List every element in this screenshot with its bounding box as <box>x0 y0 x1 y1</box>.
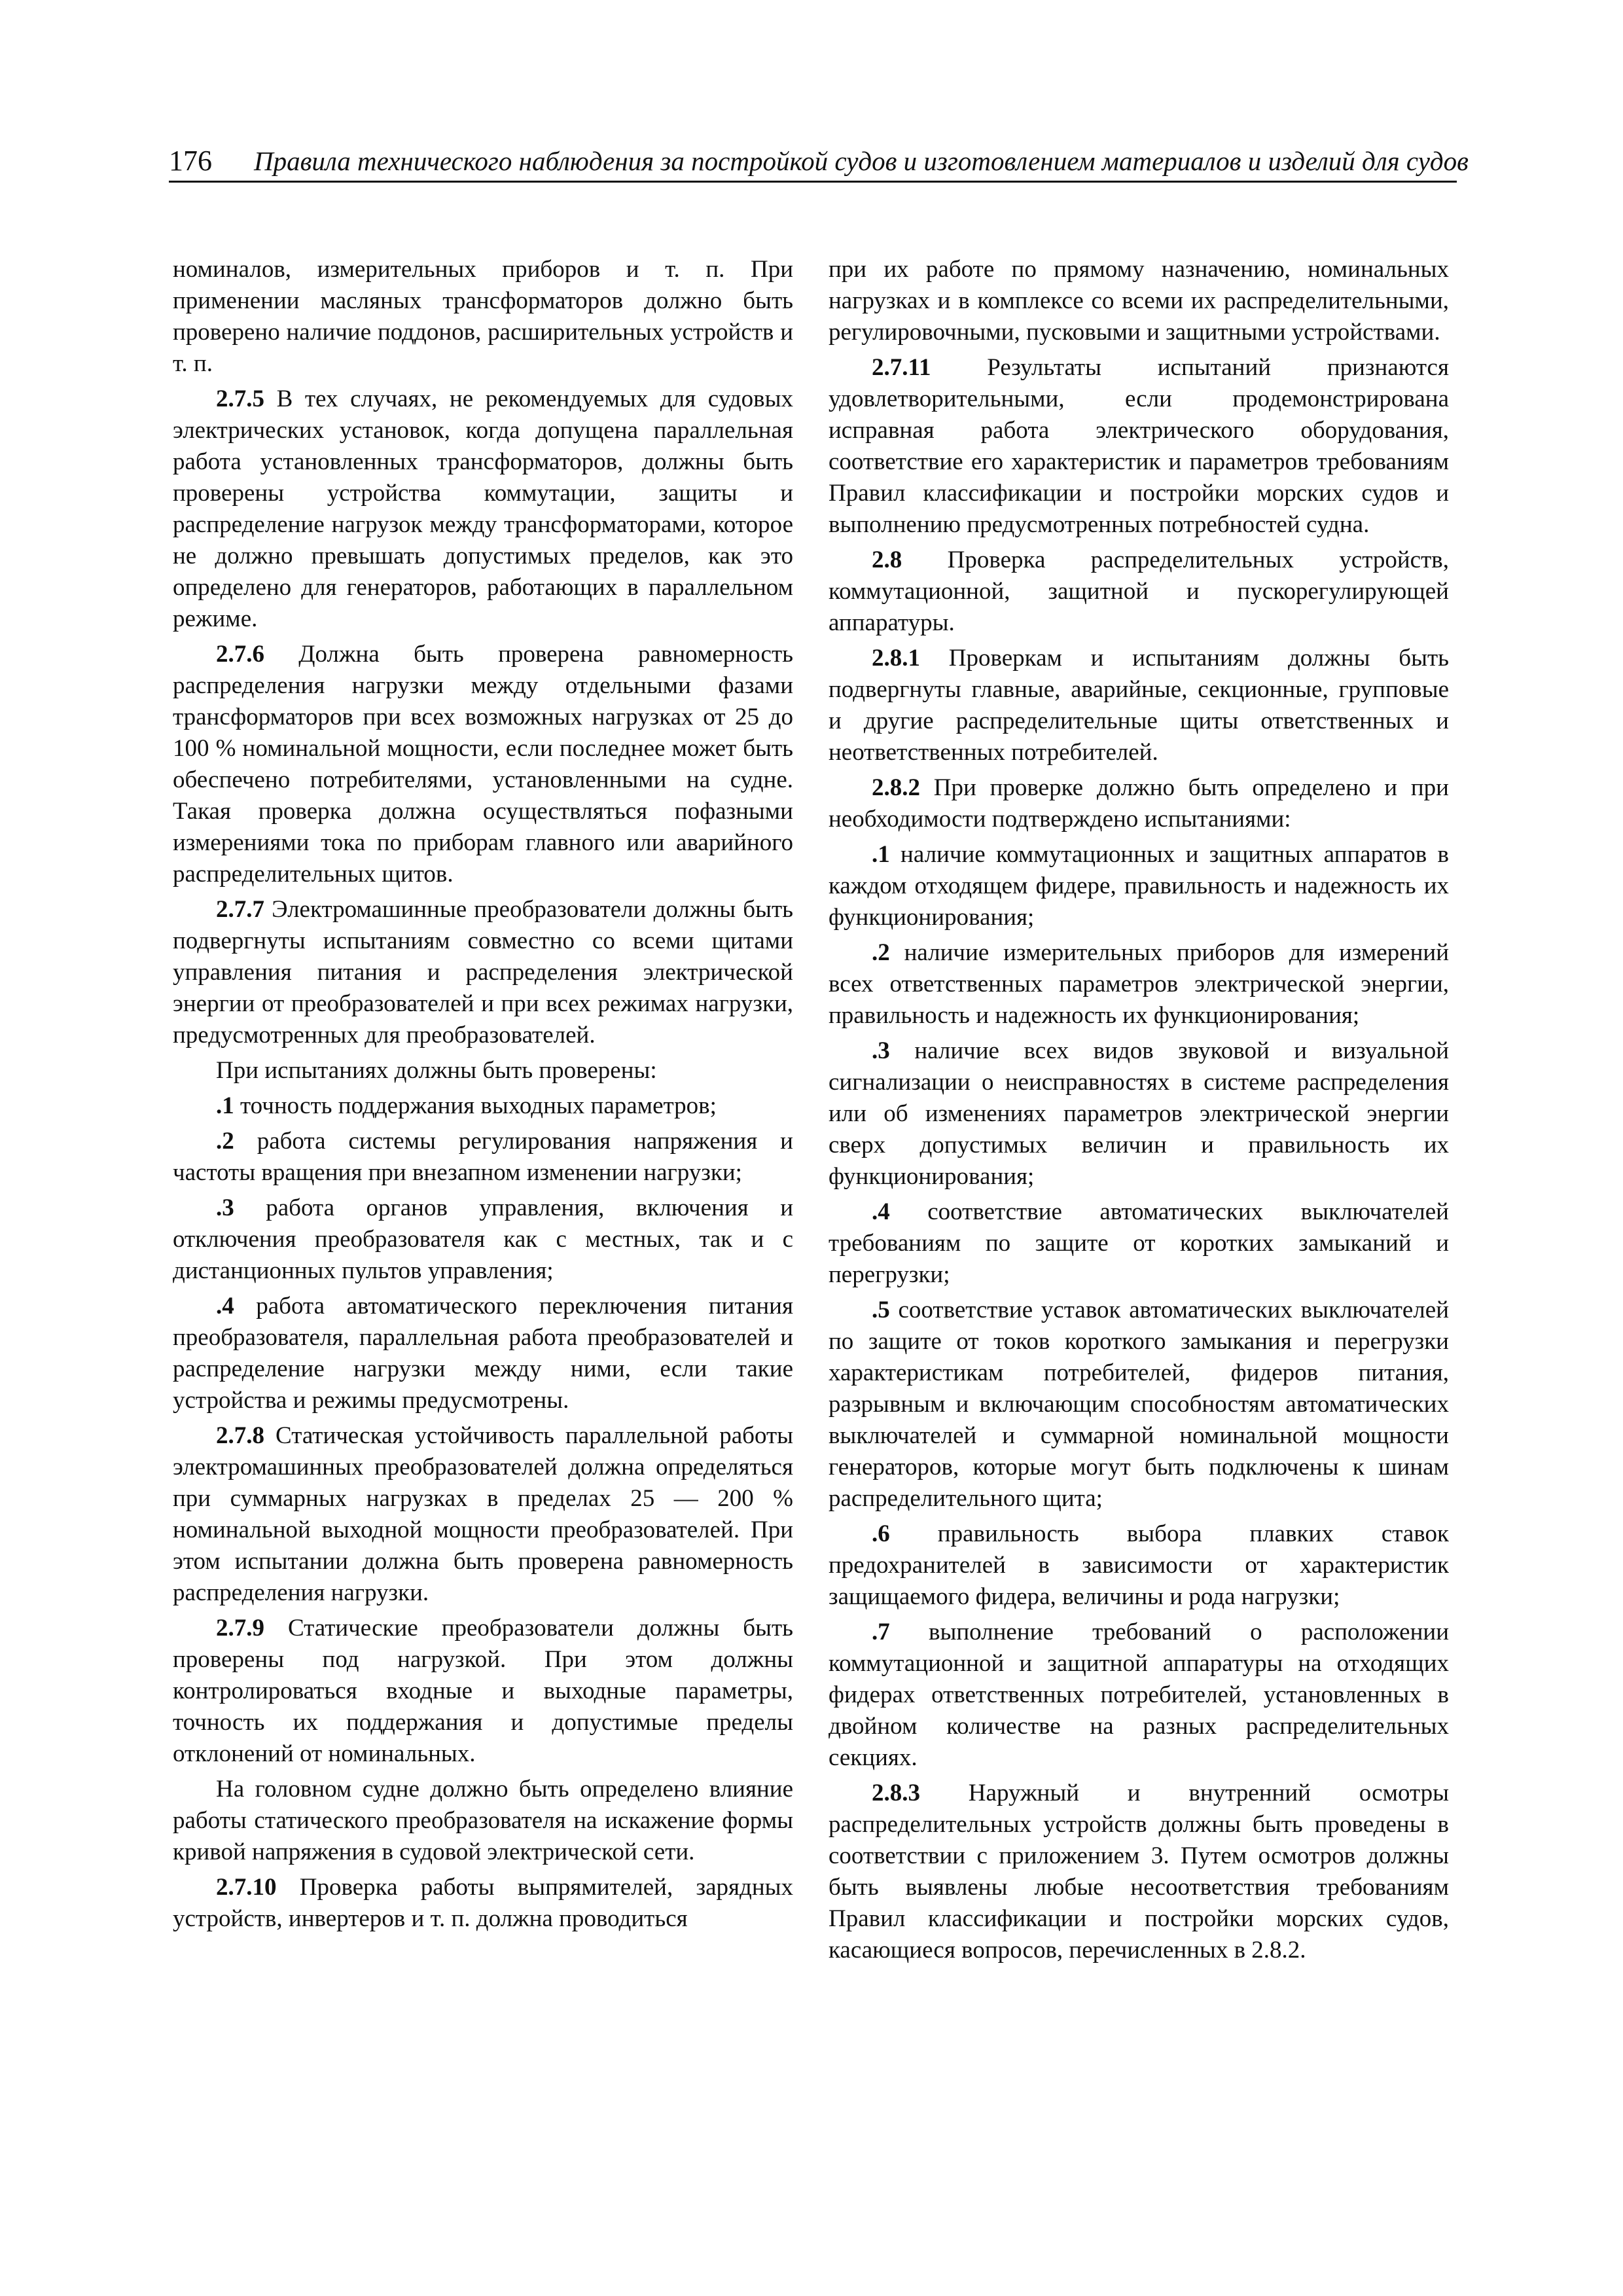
list-item <box>829 1196 1449 1291</box>
paragraph-text: точность поддержания выходных параметров; <box>234 1092 717 1119</box>
paragraph-text: В тех случаях, не рекомендуемых для судовых электрических установок, когда допущена параллельная работа установленных трансформаторов, должны быть проверены устройства коммутации, защиты и распределение нагрузок между трансформаторами, которое не должно превышать допустимых пределов, как это определено для генераторов, работающих в параллельном режиме. <box>173 386 793 632</box>
paragraph <box>173 384 793 635</box>
clause-number: 2.7.11 <box>872 354 931 381</box>
paragraph-text: При испытаниях должны быть проверены: <box>216 1057 657 1084</box>
list-item <box>829 1295 1449 1515</box>
paragraph-text: Статическая устойчивость параллельной работы электромашинных преобразователей должна определяться при суммарных нагрузках в пределах 25 — 200 % номинальной выходной мощности преобразователей. При этом испытании должна быть проверена равномерность распределения нагрузки. <box>173 1422 793 1606</box>
paragraph-text: работа автоматического переключения питания преобразователя, параллельная работа преобразователей и распределение нагрузки между ними, если такие устройства и режимы предусмотрены. <box>173 1293 793 1414</box>
paragraph-text: Результаты испытаний признаются удовлетворительными, если продемонстрирована исправная работа электрического оборудования, соответствие его характеристик и параметров требованиям Правил классификации и постройки морских судов и выполнению предусмотренных потребностей судна. <box>829 354 1449 538</box>
list-item <box>829 1617 1449 1774</box>
paragraph-text: наличие всех видов звуковой и визуальной сигнализации о неисправностях в системе распределения или об изменениях параметров электрической энергии сверх допустимых величин и правильность их функционирования; <box>829 1037 1449 1190</box>
paragraph-text: Наружный и внутренний осмотры распределительных устройств должны быть проведены в соответствии с приложением 3. Путем осмотров должны быть выявлены любые несоответствия требованиям Правил классификации и постройки морских судов, касающиеся вопросов, перечисленных в 2.8.2. <box>829 1780 1449 1964</box>
clause-number: 2.8.2 <box>872 774 920 801</box>
paragraph <box>829 1778 1449 1966</box>
paragraph <box>829 772 1449 835</box>
list-item <box>173 1291 793 1416</box>
item-number: .2 <box>216 1128 234 1155</box>
section-heading <box>829 545 1449 639</box>
page-header <box>169 143 1469 183</box>
paragraph-text: соответствие автоматических выключателей требованиям по защите от коротких замыканий и перегрузки; <box>829 1198 1449 1288</box>
paragraph <box>173 894 793 1051</box>
paragraph-text: Статические преобразователи должны быть проверены под нагрузкой. При этом должны контролироваться входные и выходные параметры, точность их поддержания и допустимые пределы отклонений от номинальных. <box>173 1615 793 1767</box>
list-item <box>829 1518 1449 1613</box>
paragraph <box>829 254 1449 348</box>
item-number: .1 <box>216 1092 234 1119</box>
list-item <box>173 1090 793 1122</box>
item-number: .4 <box>872 1198 890 1225</box>
paragraph-text: Проверка работы выпрямителей, зарядных устройств, инвертеров и т. п. должна проводиться <box>173 1874 793 1932</box>
paragraph-text: выполнение требований о расположении коммутационной и защитной аппаратуры на отходящих фидерах ответственных потребителей, установленных в двойном количестве на разных распределительных секциях. <box>829 1619 1449 1771</box>
paragraph <box>173 1872 793 1935</box>
paragraph-text: наличие измерительных приборов для измерений всех ответственных параметров электрической энергии, правильность и надежность их функционирования; <box>829 939 1449 1029</box>
clause-number: 2.7.10 <box>216 1874 277 1901</box>
clause-number: 2.8.3 <box>872 1780 920 1806</box>
left-column <box>173 254 793 1939</box>
item-number: .3 <box>216 1194 234 1221</box>
paragraph <box>173 1420 793 1609</box>
paragraph <box>173 1774 793 1868</box>
paragraph <box>829 352 1449 541</box>
clause-number: 2.8 <box>872 547 902 573</box>
clause-number: 2.7.8 <box>216 1422 264 1449</box>
item-number: .5 <box>872 1297 890 1323</box>
clause-number: 2.7.9 <box>216 1615 264 1641</box>
paragraph-text: наличие коммутационных и защитных аппаратов в каждом отходящем фидере, правильность и надежность их функционирования; <box>829 841 1449 931</box>
paragraph <box>173 1613 793 1770</box>
list-item <box>173 1126 793 1189</box>
list-item <box>173 1193 793 1287</box>
list-item <box>829 839 1449 933</box>
paragraph-text: правильность выбора плавких ставок предохранителей в зависимости от характеристик защищаемого фидера, величины и рода нагрузки; <box>829 1520 1449 1610</box>
clause-number: 2.7.7 <box>216 896 264 923</box>
paragraph-text: работа органов управления, включения и отключения преобразователя как с местных, так и с дистанционных пультов управления; <box>173 1194 793 1284</box>
paragraph-text: Должна быть проверена равномерность распределения нагрузки между отдельными фазами трансформаторов при всех возможных нагрузках от 25 до 100 % номинальной мощности, если последнее может быть обеспечено потребителями, установленными на судне. Такая проверка должна осуществляться пофазными измерениями тока по приборам главного или аварийного распределительных щитов. <box>173 641 793 888</box>
item-number: .6 <box>872 1520 890 1547</box>
right-column <box>829 254 1449 1970</box>
list-item <box>829 937 1449 1031</box>
paragraph-text: Проверкам и испытаниям должны быть подвергнуты главные, аварийные, секционные, групповые и другие распределительные щиты ответственных и неответственных потребителей. <box>829 645 1449 766</box>
list-item <box>829 1035 1449 1193</box>
clause-number: 2.7.6 <box>216 641 264 668</box>
item-number: .1 <box>872 841 890 868</box>
item-number: .7 <box>872 1619 890 1645</box>
clause-number: 2.8.1 <box>872 645 920 672</box>
paragraph-text: При проверке должно быть определено и при необходимости подтверждено испытаниями: <box>829 774 1449 833</box>
running-title: Правила технического наблюдения за постройкой судов и изготовлением материалов и изделий для судов <box>254 146 1469 176</box>
item-number: .2 <box>872 939 890 966</box>
paragraph-text: На головном судне должно быть определено влияние работы статического преобразователя на искажение формы кривой напряжения в судовой электрической сети. <box>173 1776 793 1865</box>
item-number: .3 <box>872 1037 890 1064</box>
paragraph-text: Проверка распределительных устройств, коммутационной, защитной и пускорегулирующей аппаратуры. <box>829 547 1449 636</box>
item-number: .4 <box>216 1293 234 1319</box>
clause-number: 2.7.5 <box>216 386 264 412</box>
paragraph <box>829 643 1449 768</box>
page-number: 176 <box>169 145 212 177</box>
paragraph-text: при их работе по прямому назначению, номинальных нагрузках и в комплексе со всеми их распределительными, регулировочными, пусковыми и защитными устройствами. <box>829 256 1449 346</box>
paragraph <box>173 254 793 380</box>
paragraph-text: работа системы регулирования напряжения и частоты вращения при внезапном изменении нагрузки; <box>173 1128 793 1186</box>
paragraph-text: номиналов, измерительных приборов и т. п. При применении масляных трансформаторов должно быть проверено наличие поддонов, расширительных устройств и т. п. <box>173 256 793 377</box>
paragraph <box>173 639 793 890</box>
paragraph-text: соответствие уставок автоматических выключателей по защите от токов короткого замыкания и перегрузки характеристикам потребителей, фидеров питания, разрывным и включающим способностям автоматических выключателей и суммарной номинальной мощности генераторов, которые могут быть подключены к шинам распределительного щита; <box>829 1297 1449 1512</box>
paragraph <box>173 1055 793 1086</box>
paragraph-text: Электромашинные преобразователи должны быть подвергнуты испытаниям совместно со всеми щитами управления питания и распределения электрической энергии от преобразователей и при всех режимах нагрузки, предусмотренных для преобразователей. <box>173 896 793 1049</box>
